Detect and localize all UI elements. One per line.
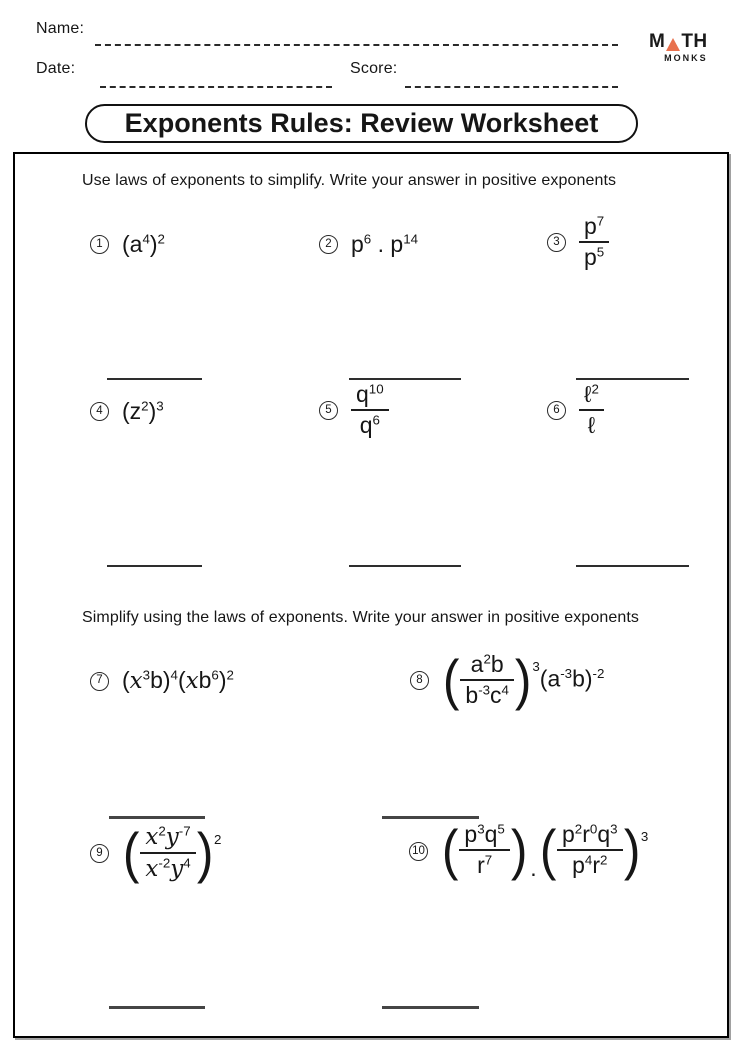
problem-1-number: 1 [90,235,109,254]
math-exponent: -2 [592,666,605,682]
math-fraction [579,214,609,271]
worksheet-box [13,152,729,1038]
section2-instruction: Simplify using the laws of exponents. Write your answer in positive exponents [82,609,640,626]
name-label: Name: [36,20,85,37]
math-text: ) [218,667,227,693]
logo-letter-m: M [649,31,666,52]
math-text: p [562,821,575,847]
math-text: p [572,852,585,879]
logo-letters-th: TH [681,31,708,52]
math-open-paren: ( [441,819,459,882]
math-exponent: 0 [589,821,598,837]
logo-triangle-icon [666,38,680,51]
logo-wordmark [649,32,708,51]
math-text: . p [371,231,404,257]
problem-4-number: 4 [90,402,109,421]
answer-line-6 [576,565,689,567]
math-exponent: 14 [403,231,419,247]
math-exponent: 5 [497,821,505,837]
problem-2-expression [351,232,418,257]
problem-9 [90,824,221,883]
math-multiplication-dot: . [530,854,537,881]
problem-8-number: 8 [410,671,429,690]
math-exponent: -2 [158,856,171,872]
math-text: b) [572,665,593,692]
problem-10-expression [441,819,649,882]
problem-3 [547,214,609,271]
answer-line-1 [107,378,202,380]
math-text: p [584,244,597,271]
math-text: r [477,852,485,879]
problem-7 [90,668,234,694]
date-blank-line [100,86,332,88]
problem-8-expression [442,649,605,712]
problem-2 [319,232,418,257]
math-fraction [579,382,604,439]
math-text: b [198,667,212,693]
math-exponent: 2 [574,821,583,837]
math-fraction [557,822,623,879]
math-text: (a [539,665,561,692]
math-exponent: 6 [211,667,219,683]
math-exponent: 3 [142,667,151,683]
problem-8 [410,649,605,712]
math-exponent: 4 [170,667,178,683]
math-italic-variable: x [185,668,199,694]
problem-7-number: 7 [90,672,109,691]
page-title: Exponents Rules: Review Worksheet [124,108,599,138]
problem-5 [319,382,389,439]
answer-line-4 [107,565,202,567]
math-fraction [459,822,509,879]
math-exponent: 3 [156,398,164,414]
fraction-denominator [459,851,509,878]
math-exponent: 5 [596,245,605,261]
math-exponent: 7 [596,213,605,229]
math-text: c [490,682,502,709]
math-italic-variable: x [129,668,143,694]
fraction-numerator [579,382,604,411]
math-text: r [582,821,590,847]
math-exponent: 2 [214,832,222,848]
math-exponent: -3 [478,683,491,699]
math-text: ( [177,667,186,693]
problem-4 [90,399,164,424]
math-fraction [140,824,195,883]
fraction-denominator [579,411,604,438]
math-exponent: 4 [142,231,150,247]
math-exponent: 3 [640,829,649,845]
math-close-paren: ) [623,819,641,882]
title-pill [85,104,638,143]
math-text: r [592,852,600,879]
math-text: q [597,821,611,847]
math-exponent: 2 [483,651,491,667]
problem-10 [409,819,649,882]
math-exponent: 6 [372,413,380,429]
fraction-numerator [460,652,514,681]
problem-9-number: 9 [90,844,109,863]
answer-line-5 [349,565,461,567]
answer-line-7 [109,816,205,819]
math-italic-variable: y [165,824,179,850]
problem-6-number: 6 [547,401,566,420]
fraction-numerator [579,214,609,243]
problem-7-expression [122,668,234,694]
math-italic-variable: y [170,856,184,883]
math-monks-logo [649,32,708,63]
problem-4-expression [122,399,164,424]
answer-line-2 [349,378,461,380]
math-exponent: 10 [368,381,384,397]
problem-2-number: 2 [319,235,338,254]
math-close-paren: ) [196,822,214,885]
math-exponent: 4 [501,683,509,699]
math-text: q [356,381,369,407]
math-exponent: 3 [610,821,618,837]
math-open-paren: ( [122,822,140,885]
problem-3-number: 3 [547,233,566,252]
math-text: (a [122,231,143,257]
fraction-denominator [351,411,389,438]
math-text: a [470,651,484,677]
math-exponent: 2 [141,398,149,414]
fraction-numerator [459,822,509,851]
math-text: b [465,682,479,709]
math-exponent: 4 [183,856,191,872]
math-open-paren: ( [442,649,460,712]
math-exponent: -3 [560,666,573,682]
problem-1 [90,232,165,257]
problem-3-expression [579,214,609,271]
math-text: p [351,231,364,257]
answer-line-10 [382,1006,479,1009]
math-exponent: -7 [178,823,191,839]
problem-5-number: 5 [319,401,338,420]
math-italic-variable: x [145,856,159,883]
fraction-denominator [579,243,609,270]
math-text: q [359,412,373,439]
math-text: b [490,651,504,677]
section1-instruction: Use laws of exponents to simplify. Write your answer in positive exponents [82,172,617,189]
problem-10-number: 10 [409,842,428,861]
math-text: ) [149,231,158,257]
fraction-denominator [460,681,514,708]
score-label: Score: [350,60,398,77]
math-text: ℓ [587,412,596,439]
fraction-numerator [557,822,623,851]
math-exponent: 2 [591,381,599,397]
math-close-paren: ) [514,649,532,712]
math-text: p [464,821,478,847]
score-blank-line [405,86,618,88]
math-exponent: 3 [532,659,540,675]
math-text: b) [150,667,171,693]
answer-line-3 [576,378,689,380]
math-italic-variable: x [145,824,159,850]
date-label: Date: [36,60,76,77]
math-close-paren: ) [510,819,528,882]
math-exponent: 2 [600,853,608,869]
math-exponent: 2 [157,231,165,247]
problem-5-expression [351,382,389,439]
problem-6-expression [579,382,604,439]
math-exponent: 2 [226,667,234,683]
problem-9-expression [122,824,221,883]
fraction-numerator [140,824,195,854]
math-exponent: 3 [477,821,485,837]
name-blank-line [95,44,618,46]
math-text: q [484,821,498,847]
math-fraction [351,382,389,439]
problem-6 [547,382,604,439]
math-text: ( [122,667,130,693]
math-exponent: 2 [158,823,166,839]
math-fraction [460,652,514,709]
math-text: (z [122,398,142,424]
answer-line-9 [109,1006,205,1009]
fraction-denominator [140,854,195,882]
fraction-numerator [351,382,389,411]
answer-line-8 [382,816,479,819]
math-open-paren: ( [539,819,557,882]
math-text: p [584,213,597,239]
math-exponent: 6 [363,231,372,247]
math-text: ℓ [584,381,592,407]
math-exponent: 4 [584,853,593,869]
fraction-denominator [557,851,623,878]
math-exponent: 7 [484,853,493,869]
problem-1-expression [122,232,165,257]
math-text: ) [148,398,157,424]
logo-monks-text: MONKS [664,53,708,63]
